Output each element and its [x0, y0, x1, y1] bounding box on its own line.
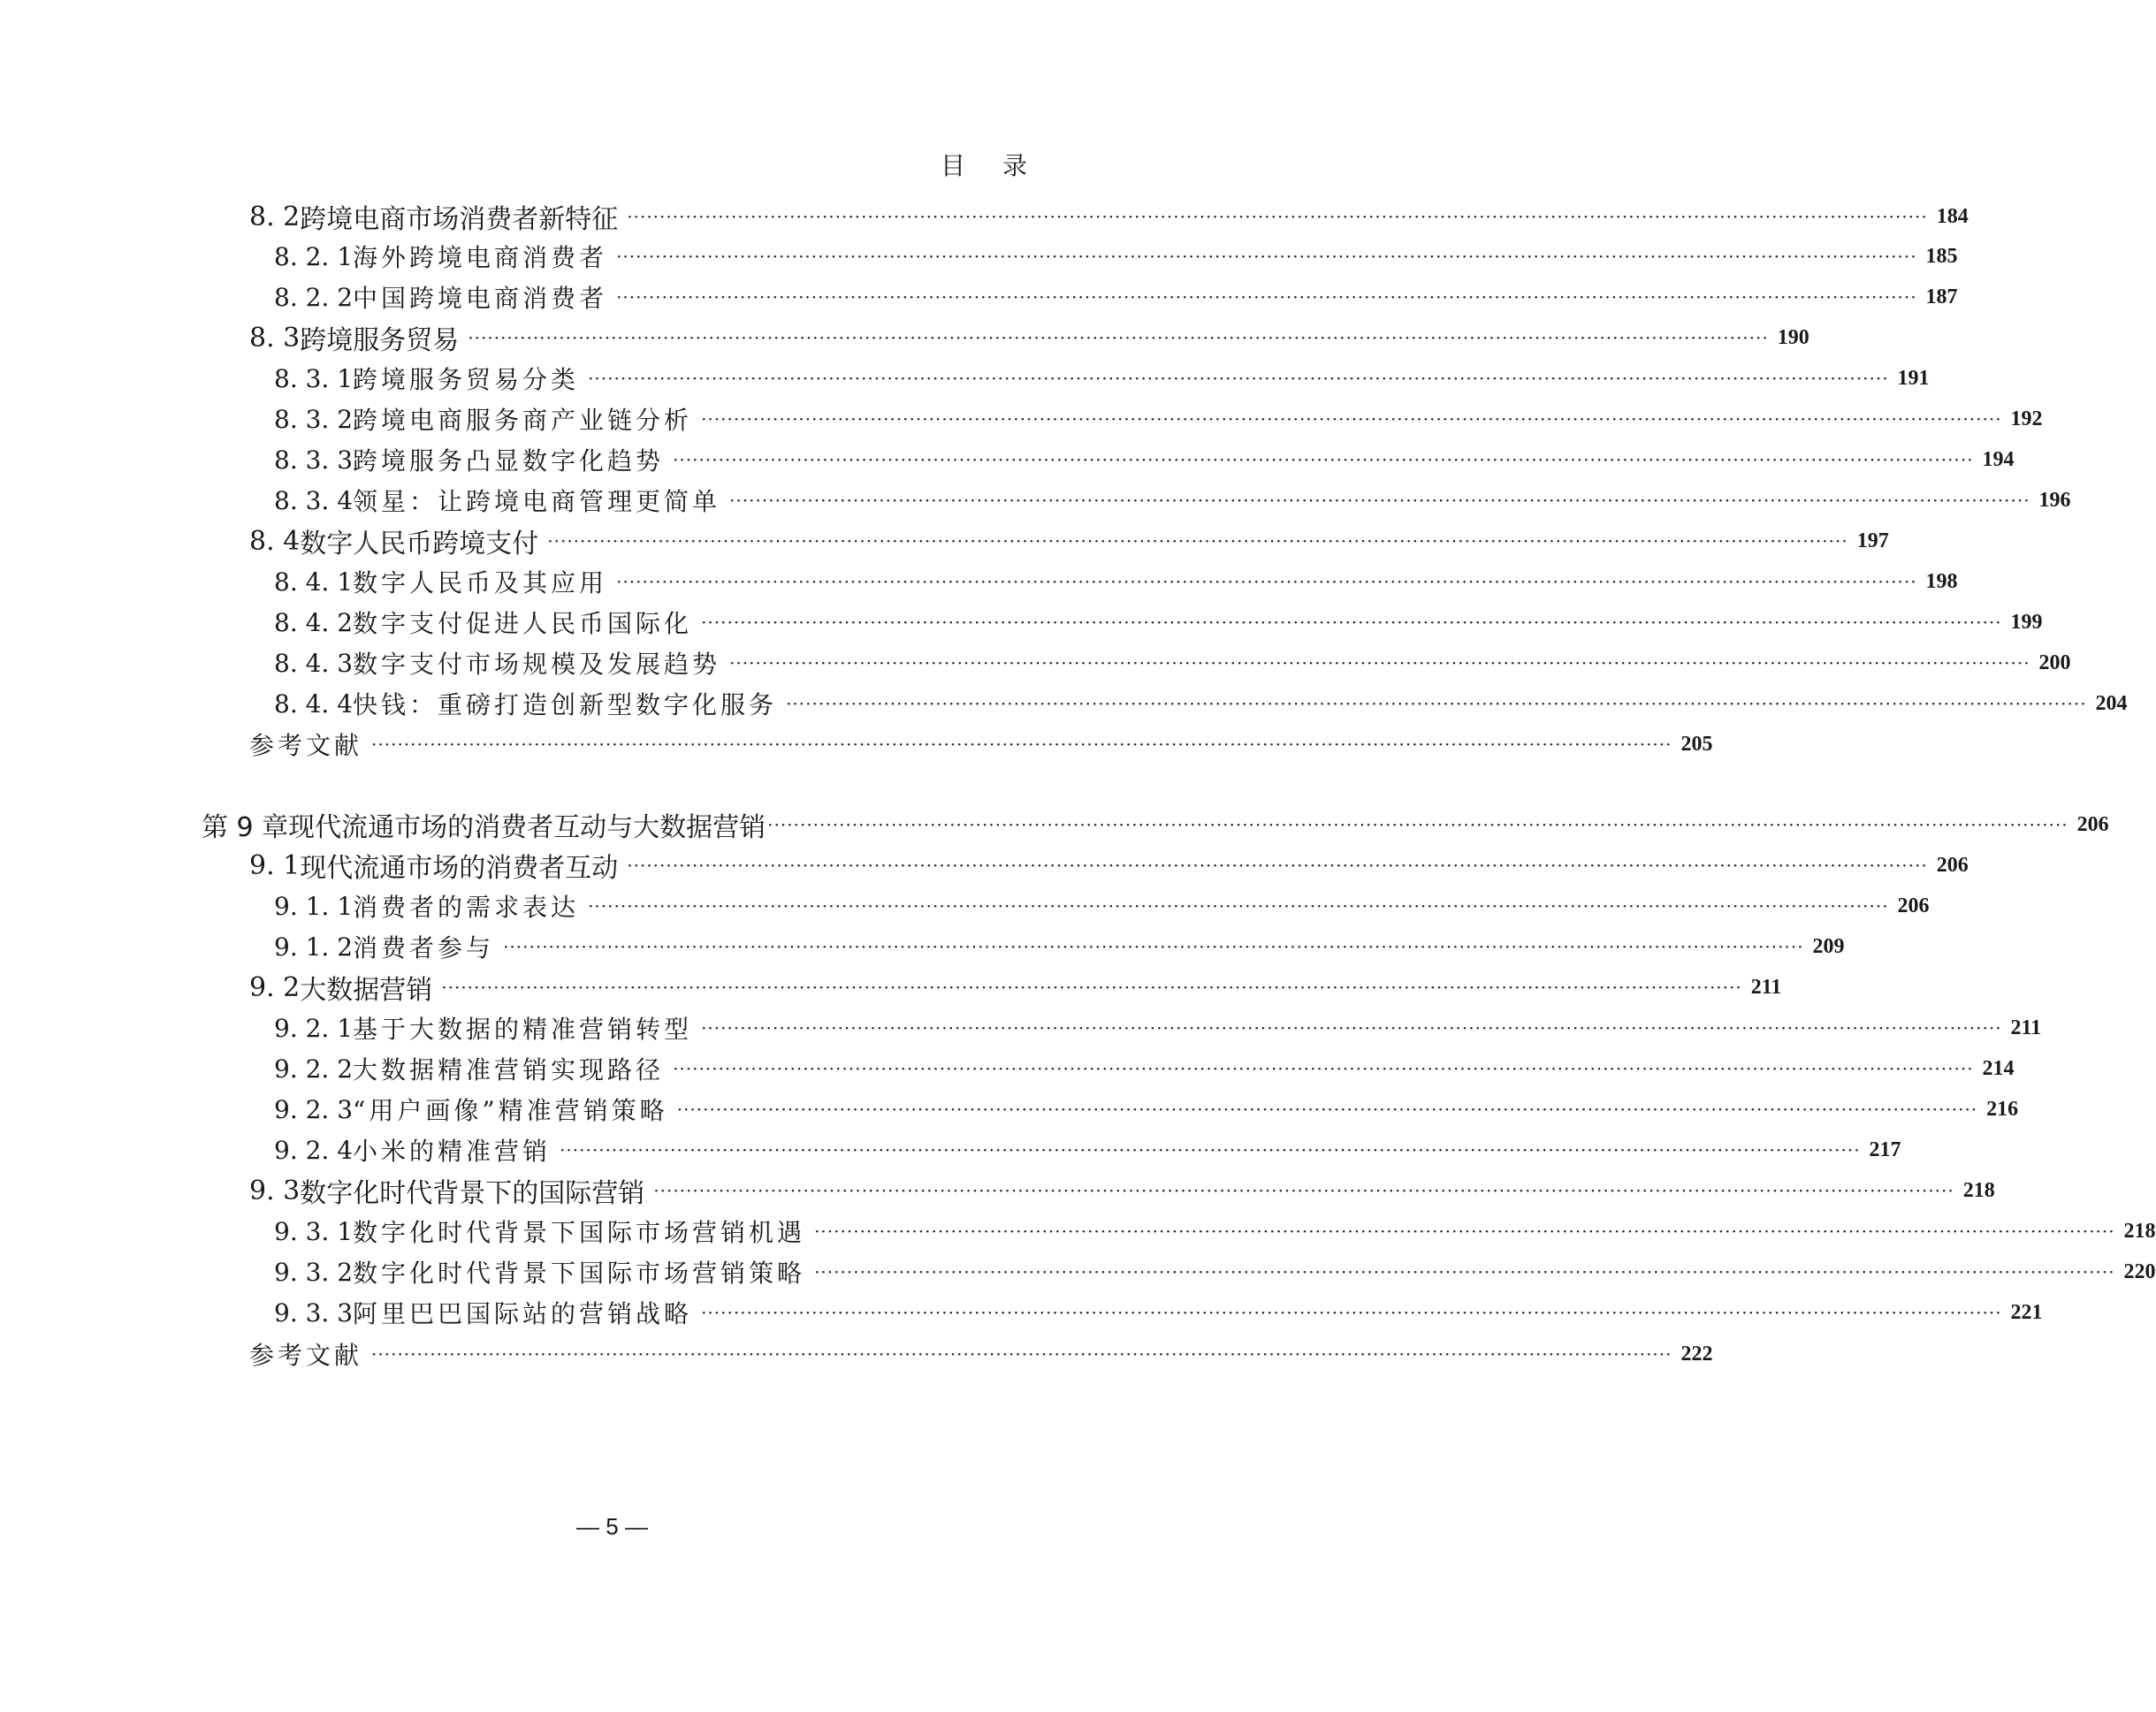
toc-entry: [0, 483, 2071, 518]
dot-leader: ········································································································································································································: [627, 855, 1928, 876]
toc-entry-title: 数字支付促进人民币国际化: [353, 609, 693, 638]
toc-entry-title: 领星：让跨境电商管理更简单: [353, 487, 721, 516]
toc-entry-page: 222: [1680, 1342, 1713, 1366]
toc-entry: [0, 929, 1845, 964]
dot-leader: ········································································································································································································: [701, 408, 2002, 430]
toc-entry-title: 数字人民币及其应用: [353, 568, 608, 597]
toc-entry-page: 216: [1986, 1097, 2019, 1121]
dot-leader: ········································································································································································································: [701, 612, 2002, 633]
toc-entry-number: 第 9 章: [202, 812, 289, 843]
toc-entry-number: 8. 4. 2: [274, 607, 354, 637]
toc-entry-page: 214: [1982, 1056, 2015, 1080]
toc-entry-number: 9. 1. 2: [274, 932, 354, 962]
toc-entry-page: 191: [1897, 366, 1930, 390]
toc-entry-number: 8. 4. 1: [274, 567, 354, 597]
toc-entry: [0, 1010, 2042, 1046]
toc-entry-page: 196: [2038, 488, 2071, 512]
toc-entry-page: 192: [2010, 407, 2043, 430]
toc-entry-title: 跨境服务凸显数字化趋势: [353, 446, 665, 476]
toc-entry-page: 199: [2010, 610, 2043, 634]
toc-entry: [0, 361, 1930, 396]
dot-leader: ········································································································································································································: [371, 1343, 1672, 1365]
toc-entry-number: 8. 4: [249, 525, 301, 557]
toc-entry-page: 209: [1812, 934, 1845, 958]
toc-entry-number: 9. 3: [249, 1175, 301, 1206]
toc-entry-number: 9. 2. 3: [274, 1094, 354, 1124]
toc-entry-number: 9. 2: [249, 971, 301, 1003]
toc-entry: [0, 807, 2109, 843]
toc-entry: [0, 1336, 1713, 1372]
toc-entry-page: 218: [1962, 1178, 1995, 1202]
toc-entry: [0, 848, 1969, 884]
toc-entry: [0, 1092, 2019, 1127]
toc-entry: [0, 279, 1958, 315]
dot-leader: ········································································································································································································: [767, 814, 2068, 835]
dot-leader: ········································································································································································································: [503, 936, 1804, 957]
toc-entry-page: 198: [1925, 569, 1958, 593]
toc-entry: [0, 239, 1958, 274]
toc-entry-number: 8. 3. 2: [274, 404, 354, 434]
header-char-left: 目: [940, 151, 967, 180]
toc-entry: [0, 645, 2071, 681]
dot-leader: ········································································································································································································: [653, 1180, 1954, 1201]
toc-entry: [0, 1295, 2043, 1330]
toc-entry: [0, 1173, 1995, 1209]
toc-entry-title: 大数据营销: [300, 975, 433, 1006]
dot-leader: ········································································································································································································: [588, 895, 1889, 917]
toc-entry-page: 185: [1925, 244, 1958, 268]
toc-entry: [0, 199, 1969, 235]
dot-leader: ········································································································································································································: [729, 490, 2030, 511]
toc-entry-number: 8. 3. 4: [274, 485, 354, 515]
toc-entry-page: 184: [1936, 204, 1969, 228]
toc-entry: [0, 442, 2015, 477]
toc-entry-number: 9. 2. 1: [274, 1013, 354, 1043]
toc-entry: [0, 888, 1930, 924]
dot-leader: ········································································································································································································: [701, 1302, 2002, 1323]
toc-entry-number: 8. 4. 4: [274, 689, 354, 719]
toc-entry: [0, 727, 1713, 762]
toc-entry-title: 阿里巴巴国际站的营销战略: [353, 1299, 693, 1328]
toc-entry-title: 基于大数据的精准营销转型: [353, 1015, 693, 1044]
toc-entry-title: 数字化时代背景下国际市场营销策略: [353, 1259, 806, 1288]
dot-leader: ········································································································································································································: [371, 734, 1672, 755]
dot-leader: ········································································································································································································: [701, 1017, 2002, 1039]
toc-entry-title: 大数据精准营销实现路径: [353, 1055, 665, 1084]
toc-entry-title: 跨境服务贸易分类: [353, 365, 580, 394]
toc-entry-title: 跨境电商服务商产业链分析: [353, 406, 693, 435]
toc-entry-page: 197: [1856, 529, 1889, 552]
dot-leader: ········································································································································································································: [547, 530, 1848, 552]
toc-entry-page: 187: [1925, 285, 1958, 308]
toc-entry-page: 221: [2010, 1300, 2043, 1324]
toc-entry-title: 现代流通市场的消费者互动: [300, 853, 619, 884]
dot-leader: ········································································································································································································: [676, 1099, 1978, 1120]
dot-leader: ········································································································································································································: [673, 1058, 1974, 1079]
dot-leader: ········································································································································································································: [616, 286, 1917, 308]
toc-entry: [0, 523, 1889, 559]
toc-entry-number: 8. 4. 3: [274, 648, 354, 678]
toc-entry-page: 190: [1777, 325, 1809, 349]
toc-entry: [0, 686, 2128, 721]
toc-entry: [0, 970, 1782, 1006]
toc-entry-page: 211: [1750, 975, 1782, 999]
toc-entry-page: 205: [1680, 732, 1713, 756]
header-char-right: 录: [1002, 151, 1029, 180]
dot-leader: ········································································································································································································: [729, 652, 2030, 673]
dot-leader: ········································································································································································································: [673, 449, 1974, 470]
toc-entry-page: 206: [1897, 894, 1930, 917]
toc-entry: [0, 1051, 2015, 1086]
toc-entry-title: 跨境服务贸易: [300, 325, 460, 356]
toc-entry-page: 217: [1869, 1138, 1901, 1161]
toc-entry-title: 海外跨境电商消费者: [353, 243, 608, 272]
toc-entry: [0, 564, 1958, 599]
toc-entry-number: 9. 1: [249, 849, 301, 881]
toc-entry-number: 8. 2. 1: [274, 241, 354, 271]
toc-entry-number: 9. 3. 1: [274, 1216, 354, 1246]
dot-leader: ········································································································································································································: [627, 206, 1928, 227]
toc-entry-number: 8. 2: [249, 201, 301, 232]
dot-leader: ········································································································································································································: [468, 327, 1769, 348]
toc-entry: [0, 1214, 2156, 1249]
toc-entry-title: 现代流通市场的消费者互动与大数据营销: [288, 812, 766, 843]
toc-entry-page: 194: [1982, 447, 2015, 471]
toc-entry-title: 快钱：重磅打造创新型数字化服务: [353, 690, 778, 719]
toc-entry-title: 跨境电商市场消费者新特征: [300, 204, 619, 235]
toc-entry: [0, 320, 1809, 356]
toc-entry-page: 206: [1936, 853, 1969, 877]
dot-leader: ········································································································································································································: [786, 693, 2087, 714]
toc-entry-title: 数字人民币跨境支付: [300, 529, 539, 559]
toc-entry-number: 9. 3. 3: [274, 1297, 354, 1328]
toc-entry-title: 数字化时代背景下的国际营销: [300, 1178, 645, 1209]
toc-entry-page: 204: [2095, 691, 2128, 715]
toc-entry-title: 小米的精准营销: [353, 1137, 552, 1166]
dot-leader: ········································································································································································································: [616, 246, 1917, 267]
toc-entry-title: “用户画像”精准营销策略: [353, 1096, 668, 1125]
page-header: [941, 147, 1029, 182]
toc-entry-number: 8. 2. 2: [274, 282, 354, 312]
dot-leader: ········································································································································································································: [814, 1221, 2115, 1242]
dot-leader: ········································································································································································································: [588, 368, 1889, 389]
dot-leader: ········································································································································································································: [560, 1139, 1861, 1160]
toc-entry: [0, 605, 2043, 640]
toc-entry-number: 9. 2. 4: [274, 1135, 354, 1165]
toc-entry: [0, 401, 2043, 437]
toc-entry-page: 200: [2038, 651, 2071, 674]
toc-entry-page: 206: [2076, 812, 2109, 836]
toc-entry-number: 8. 3. 1: [274, 363, 354, 393]
dot-leader: ········································································································································································································: [616, 571, 1917, 592]
toc-entry-number: 9. 1. 1: [274, 891, 354, 921]
toc-entry-page: 218: [2123, 1219, 2156, 1243]
toc-entry-title: 参考文献: [249, 1341, 363, 1370]
toc-entry: [0, 1132, 1901, 1168]
toc-entry-title: 中国跨境电商消费者: [353, 284, 608, 313]
toc-entry-title: 参考文献: [249, 731, 363, 760]
dot-leader: ········································································································································································································: [814, 1261, 2115, 1282]
toc-entry-page: 211: [2010, 1016, 2042, 1039]
toc-entry-number: 8. 3: [249, 322, 301, 354]
toc-entry: [0, 1254, 2156, 1290]
toc-entry-title: 数字支付市场规模及发展趋势: [353, 650, 721, 679]
toc-entry-title: 消费者的需求表达: [353, 893, 580, 922]
toc-entry-number: 9. 2. 2: [274, 1054, 354, 1084]
page-number: — 5 —: [576, 1513, 648, 1540]
toc-entry-number: 8. 3. 3: [274, 445, 354, 475]
toc-entry-title: 数字化时代背景下国际市场营销机遇: [353, 1218, 806, 1247]
toc-entry-page: 220: [2123, 1259, 2156, 1283]
dot-leader: ········································································································································································································: [441, 977, 1742, 998]
toc-entry-number: 9. 3. 2: [274, 1257, 354, 1287]
toc-entry-title: 消费者参与: [353, 933, 495, 963]
